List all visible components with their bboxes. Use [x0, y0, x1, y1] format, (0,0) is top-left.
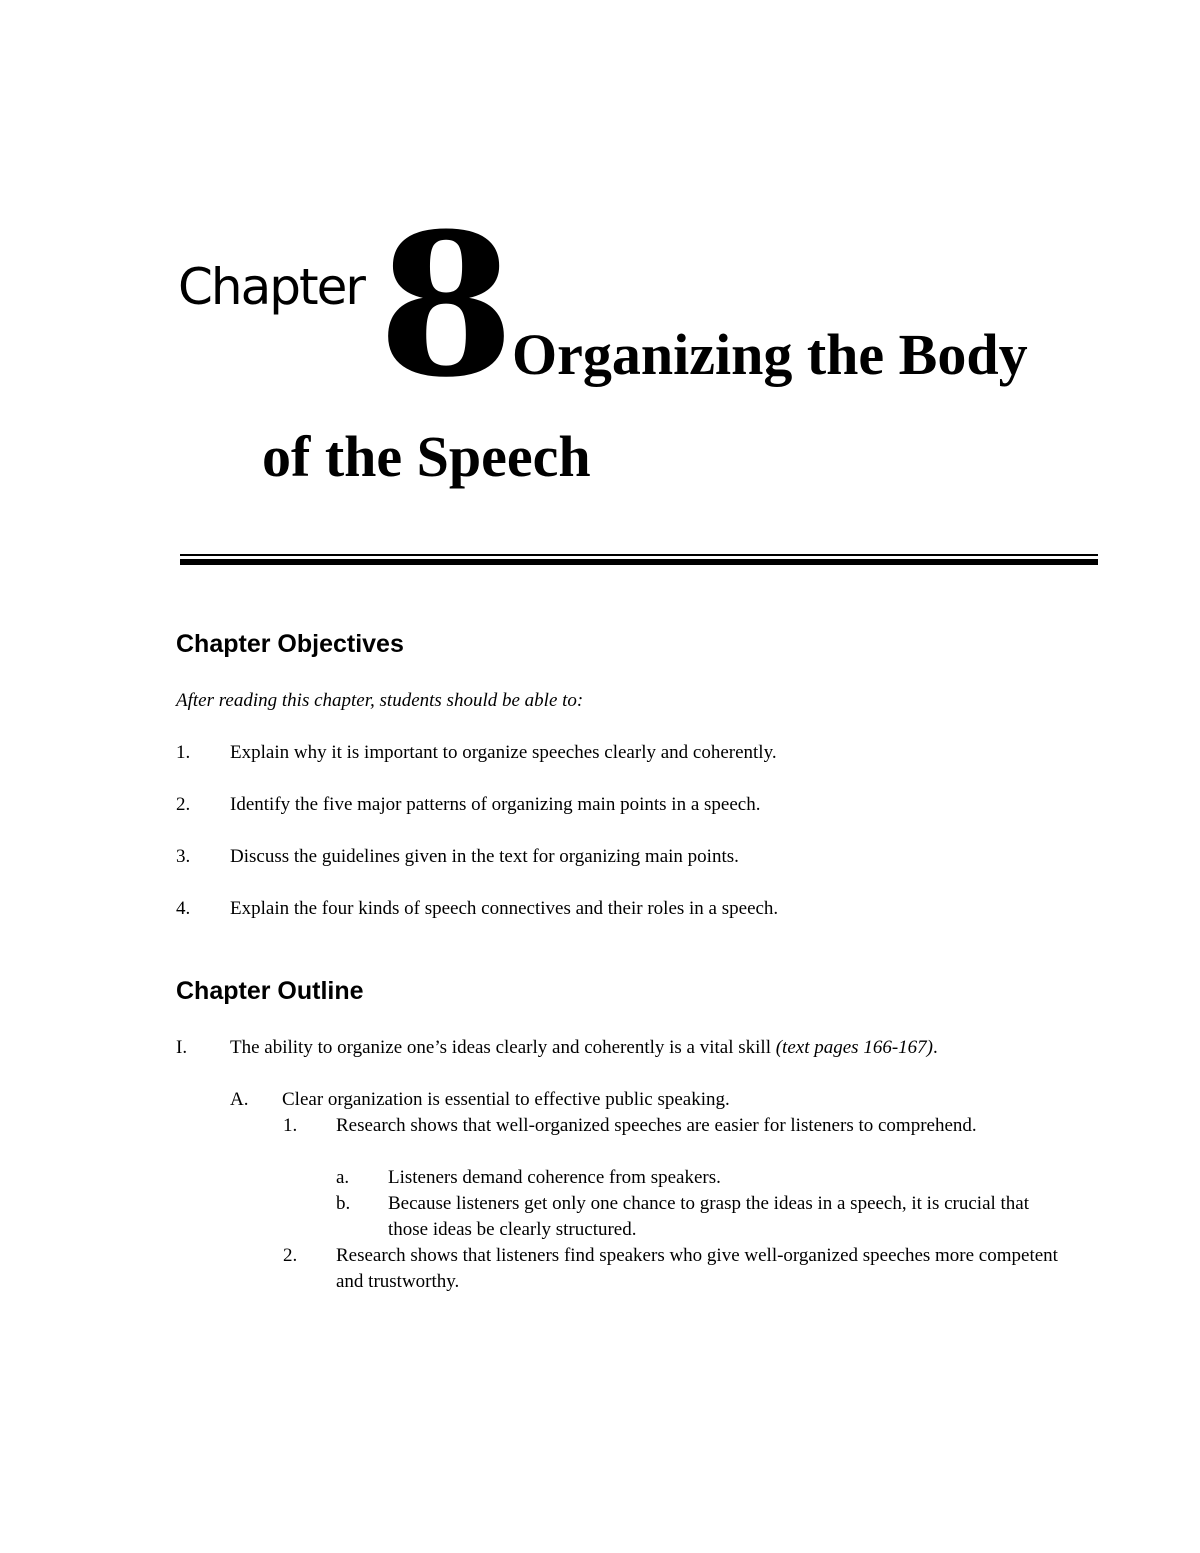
divider-thin [180, 554, 1098, 556]
outline-text: The ability to organize one’s ideas clearly and coherently is a vital skill (text pages 166-167). [230, 1037, 938, 1058]
outline-text: Clear organization is essential to effective public speaking. [282, 1089, 730, 1110]
list-marker: 1. [283, 1115, 298, 1136]
objectives-intro: After reading this chapter, students should be able to: [176, 690, 584, 711]
chapter-label: Chapter [178, 258, 364, 316]
objective-text: Identify the five major patterns of organizing main points in a speech. [230, 794, 761, 815]
list-marker: 2. [283, 1245, 298, 1266]
list-marker: 3. [176, 846, 191, 867]
list-marker: b. [336, 1193, 351, 1214]
list-marker: A. [230, 1089, 249, 1110]
chapter-title-line-2: of the Speech [262, 424, 591, 489]
divider-thick [180, 559, 1098, 565]
objective-text: Discuss the guidelines given in the text for organizing main points. [230, 846, 739, 867]
list-marker: I. [176, 1037, 188, 1058]
outline-text: Research shows that listeners find speakers who give well-organized speeches more competent and trustworthy. [336, 1245, 1058, 1292]
list-marker: 1. [176, 742, 191, 763]
outline-text: Research shows that well-organized speeches are easier for listeners to comprehend. [336, 1115, 977, 1136]
chapter-number: 8 [378, 191, 515, 421]
list-marker: a. [336, 1167, 350, 1188]
objective-text: Explain the four kinds of speech connectives and their roles in a speech. [230, 898, 779, 919]
objective-text: Explain why it is important to organize speeches clearly and coherently. [230, 742, 777, 763]
chapter-title-line-1: Organizing the Body [512, 322, 1028, 387]
text-page-reference: (text pages 166-167) [775, 1037, 933, 1058]
list-marker: 4. [176, 898, 191, 919]
outline-heading: Chapter Outline [176, 977, 364, 1005]
list-marker: 2. [176, 794, 191, 815]
outline-text: Because listeners get only one chance to grasp the ideas in a speech, it is crucial that those ideas be clearly structured. [388, 1193, 1030, 1240]
outline-text: Listeners demand coherence from speakers. [388, 1167, 721, 1188]
objectives-heading: Chapter Objectives [176, 630, 404, 658]
